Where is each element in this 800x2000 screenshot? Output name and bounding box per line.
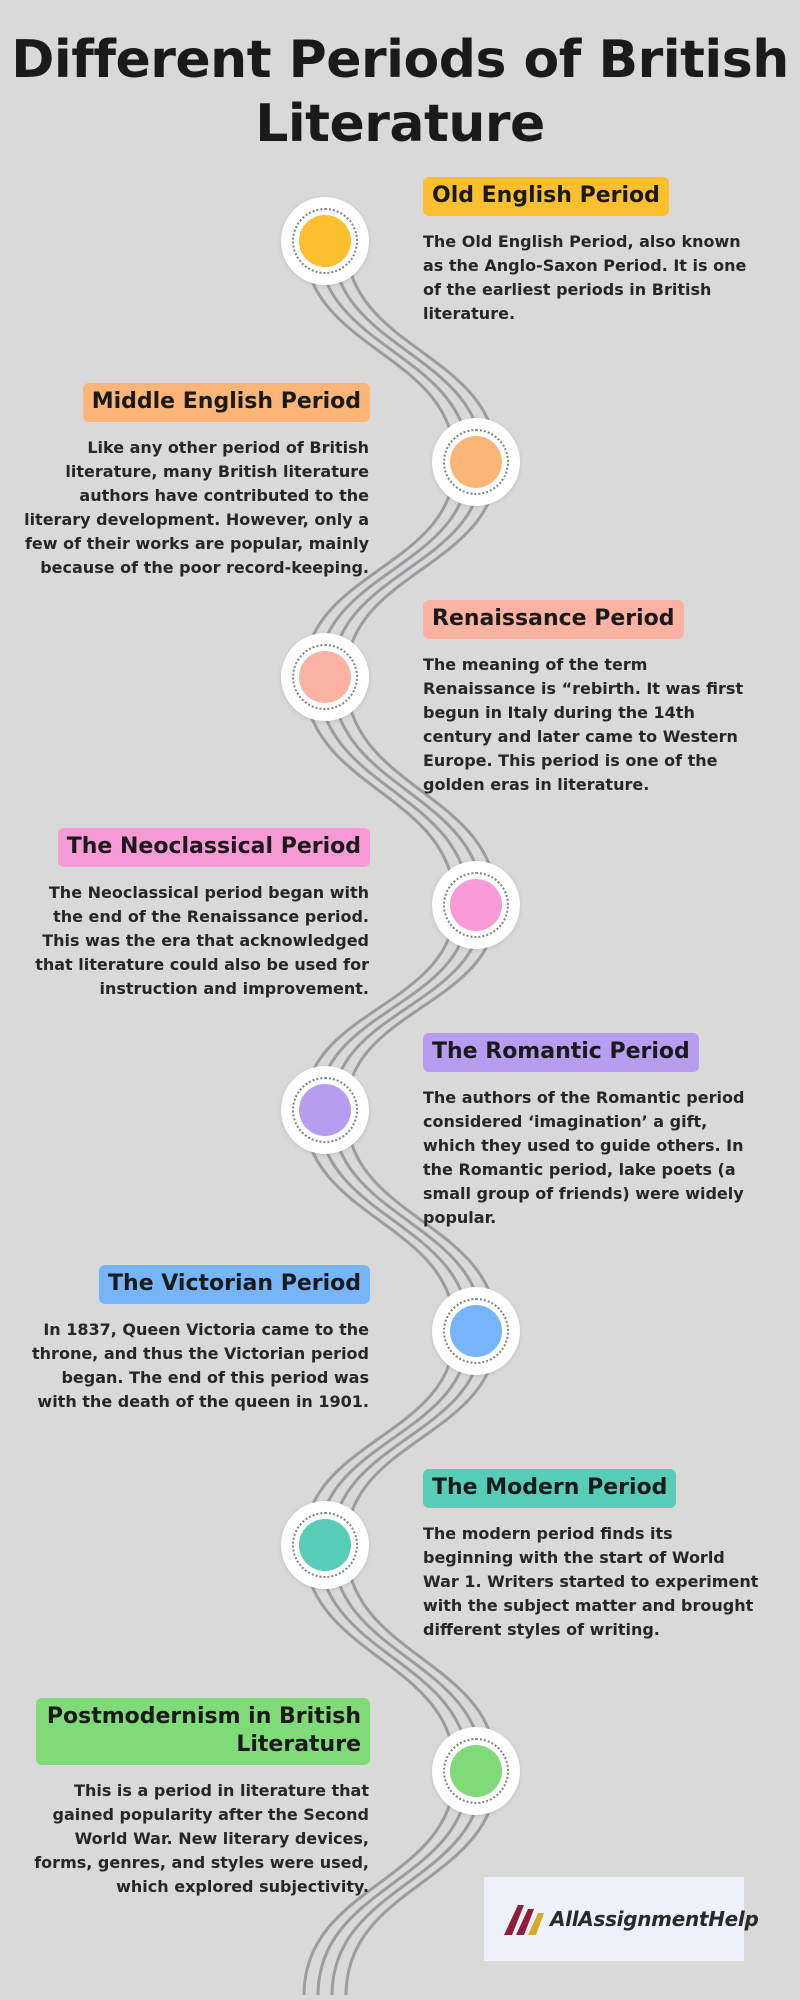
period-color-dot: [299, 1084, 351, 1136]
period-title: Renaissance Period: [423, 600, 684, 639]
brand-logo[interactable]: [484, 1877, 759, 1961]
period-entry: [18, 383, 370, 580]
period-description: In 1837, Queen Victoria came to the throne, and thus the Victorian period began. The end of this period was with the death of the queen in 1901.: [32, 1320, 369, 1411]
period-title: The Romantic Period: [423, 1033, 699, 1072]
period-title: Old English Period: [423, 177, 669, 216]
period-color-dot: [299, 1519, 351, 1571]
period-description: The meaning of the term Renaissance is “rebirth. It was first begun in Italy during the 14th century and later came to Western Europe. This period is one of the golden eras in literature.: [423, 655, 744, 794]
timeline-node: [432, 1727, 520, 1815]
timeline-node: [432, 861, 520, 949]
period-entry: [423, 1469, 763, 1642]
timeline-node: [432, 1287, 520, 1375]
period-entry: [18, 1265, 370, 1414]
period-color-dot: [450, 879, 502, 931]
logo-mark-icon: [502, 1901, 546, 1937]
timeline-node: [432, 418, 520, 506]
period-description: This is a period in literature that gained popularity after the Second World War. New literary devices, forms, genres, and styles were used, which explored subjectivity.: [34, 1781, 369, 1896]
period-description: The Old English Period, also known as the Anglo-Saxon Period. It is one of the earliest periods in British literature.: [423, 232, 747, 323]
timeline-node: [281, 1066, 369, 1154]
period-entry: [423, 1033, 763, 1230]
period-title: The Modern Period: [423, 1469, 676, 1508]
period-title: Postmodernism in British Literature: [36, 1698, 370, 1765]
period-title: The Neoclassical Period: [58, 828, 370, 867]
period-description: The modern period finds its beginning with the start of World War 1. Writers started to experiment with the subject matter and brought different styles of writing.: [423, 1524, 759, 1639]
timeline-node: [281, 633, 369, 721]
period-color-dot: [299, 215, 351, 267]
period-color-dot: [450, 1745, 502, 1797]
timeline-node: [281, 1501, 369, 1589]
period-entry: [423, 177, 763, 326]
period-color-dot: [450, 436, 502, 488]
period-description: Like any other period of British literature, many British literature authors have contributed to the literary development. However, only a few of their works are popular, mainly because of the poor record-keeping.: [24, 438, 369, 577]
page-title: Different Periods of British Literature: [11, 30, 789, 154]
period-description: The Neoclassical period began with the end of the Renaissance period. This was the era that acknowledged that literature could also be used for instruction and improvement.: [35, 883, 369, 998]
period-entry: [423, 600, 763, 797]
period-title: The Victorian Period: [99, 1265, 370, 1304]
period-color-dot: [299, 651, 351, 703]
timeline-node: [281, 197, 369, 285]
period-title: Middle English Period: [83, 383, 370, 422]
brand-name: AllAssignmentHelp: [550, 1907, 759, 1931]
period-entry: [18, 828, 370, 1001]
period-color-dot: [450, 1305, 502, 1357]
period-entry: [18, 1698, 370, 1899]
period-description: The authors of the Romantic period considered ‘imagination’ a gift, which they used to guide others. In the Romantic period, lake poets (a small group of friends) were widely popular.: [423, 1088, 745, 1227]
